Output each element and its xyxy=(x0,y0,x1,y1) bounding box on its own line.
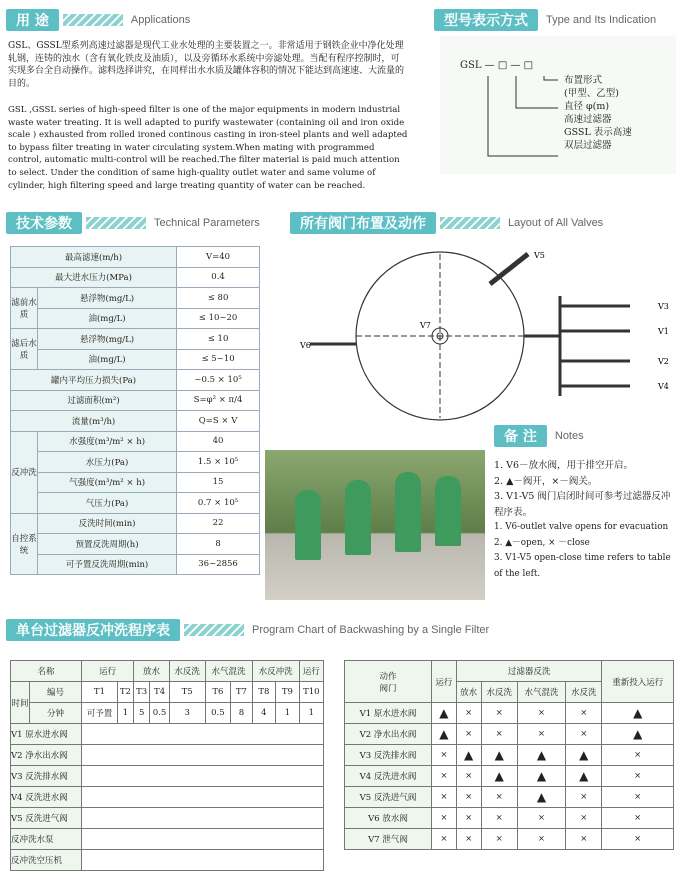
program-table xyxy=(10,660,324,871)
col-run: 运行 xyxy=(432,661,457,703)
header-stripe xyxy=(86,217,146,229)
model-label: GSSL 表示高速 xyxy=(564,127,632,138)
param-value: 0.4 xyxy=(177,267,260,288)
timeline-cell xyxy=(82,766,324,787)
param-name: 可予置反洗周期(min) xyxy=(38,554,177,575)
action-cell: × xyxy=(481,724,517,745)
phase-header: 运行 xyxy=(82,661,134,682)
applications-header xyxy=(6,10,190,30)
action-cell: × xyxy=(432,808,457,829)
action-cell: × xyxy=(566,724,602,745)
action-cell: × xyxy=(456,787,481,808)
header-stripe xyxy=(184,624,244,636)
col-restart: 重新投入运行 xyxy=(602,661,674,703)
code-cell: T9 xyxy=(276,682,300,703)
time-label: 时间 xyxy=(11,682,30,724)
model-labels xyxy=(564,74,632,152)
action-cell: × xyxy=(432,766,457,787)
note-item: 1. V6-outlet valve opens for evacuation xyxy=(494,522,669,532)
timeline-cell xyxy=(82,850,324,871)
param-name: 流量(m³/h) xyxy=(11,411,177,432)
model-label: 布置形式 xyxy=(564,75,603,86)
param-value: V=40 xyxy=(177,247,260,268)
minute-cell: 3 xyxy=(169,703,205,724)
param-value: 8 xyxy=(177,534,260,555)
tech-subtitle: Technical Parameters xyxy=(154,217,260,229)
minute-cell: 可予置 xyxy=(82,703,118,724)
action-cell: × xyxy=(456,703,481,724)
model-label: (甲型、乙型) xyxy=(564,88,619,99)
valve-header: 阀门 xyxy=(379,683,397,694)
param-name: 水压力(Pa) xyxy=(38,452,177,473)
valve-label: V2 净水出水阀 xyxy=(345,724,432,745)
tech-header xyxy=(6,213,260,233)
action-cell: × xyxy=(517,808,565,829)
action-cell: ▲ xyxy=(517,766,565,787)
notes-list xyxy=(494,458,679,582)
code-cell: T7 xyxy=(231,682,252,703)
minute-cell: 1 xyxy=(276,703,300,724)
minute-cell: 5 xyxy=(134,703,150,724)
action-table xyxy=(344,660,674,850)
action-cell: × xyxy=(602,829,674,850)
action-cell: ▲ xyxy=(602,724,674,745)
valves-subtitle: Layout of All Valves xyxy=(508,217,604,229)
valve-diagram xyxy=(290,236,680,426)
valve-label: V3 反洗排水阀 xyxy=(345,745,432,766)
param-group: 滤前水质 xyxy=(11,288,38,329)
phase-header: 名称 xyxy=(11,661,82,682)
minute-cell: 1 xyxy=(299,703,323,724)
applications-subtitle: Applications xyxy=(130,14,191,26)
model-subtitle: Type and Its Indication xyxy=(546,14,657,26)
action-cell: × xyxy=(566,829,602,850)
note-item: 2. ▲－open, × －close xyxy=(494,537,590,548)
sub-col: 水反洗 xyxy=(566,682,602,703)
timeline-cell xyxy=(82,724,324,745)
action-cell: × xyxy=(456,829,481,850)
param-name: 反洗时间(min) xyxy=(38,513,177,534)
action-cell: × xyxy=(517,703,565,724)
valve-row-label: 反冲洗空压机 xyxy=(11,850,82,871)
valve-row-label: V4 反洗进水阀 xyxy=(11,787,82,808)
param-value: 40 xyxy=(177,431,260,452)
valve-label: V3 xyxy=(658,302,669,311)
param-group: 自控系统 xyxy=(11,513,38,575)
minute-cell: 1 xyxy=(117,703,133,724)
model-box xyxy=(440,36,676,174)
param-name: 油(mg/L) xyxy=(38,349,177,370)
action-cell: × xyxy=(566,703,602,724)
param-value: 22 xyxy=(177,513,260,534)
code-cell: T6 xyxy=(205,682,231,703)
valve-label: V7 泄气阀 xyxy=(345,829,432,850)
param-group: 滤后水质 xyxy=(11,329,38,370)
action-cell: × xyxy=(602,787,674,808)
action-cell: × xyxy=(481,829,517,850)
action-cell: × xyxy=(481,808,517,829)
valve-label: V4 反洗进水阀 xyxy=(345,766,432,787)
timeline-cell xyxy=(82,829,324,850)
action-cell: × xyxy=(432,745,457,766)
code-label: 编号 xyxy=(30,682,82,703)
code-cell: T8 xyxy=(252,682,276,703)
action-cell: × xyxy=(566,808,602,829)
corner-header xyxy=(345,661,432,703)
model-label: 高速过滤器 xyxy=(564,114,612,125)
action-cell: × xyxy=(456,766,481,787)
program-subtitle: Program Chart of Backwashing by a Single Filter xyxy=(252,624,490,636)
param-name: 最高滤速(m/h) xyxy=(11,247,177,268)
phase-header: 水反冲洗 xyxy=(252,661,299,682)
notes-title: 备 注 xyxy=(494,425,547,447)
phase-header: 运行 xyxy=(299,661,323,682)
program-title: 单台过滤器反冲洗程序表 xyxy=(6,619,180,641)
code-cell: T10 xyxy=(299,682,323,703)
action-cell: × xyxy=(456,808,481,829)
param-value: 36~2856 xyxy=(177,554,260,575)
valve-label: V1 原水进水阀 xyxy=(345,703,432,724)
valve-row-label: V1 原水进水阀 xyxy=(11,724,82,745)
phase-header: 放水 xyxy=(134,661,170,682)
action-cell: × xyxy=(432,787,457,808)
valve-label: V7 xyxy=(420,321,431,330)
param-name: 过滤面积(m²) xyxy=(11,390,177,411)
tank-image xyxy=(345,480,371,555)
action-cell: ▲ xyxy=(481,745,517,766)
minute-cell: 8 xyxy=(231,703,252,724)
param-name: 悬浮物(mg/L) xyxy=(38,329,177,350)
valve-row-label: V2 净水出水阀 xyxy=(11,745,82,766)
tank-image xyxy=(395,472,421,552)
valve-label: V5 xyxy=(534,251,545,260)
model-lines xyxy=(440,36,676,174)
param-value: S=φ² × π/4 xyxy=(177,390,260,411)
minute-cell: 0.5 xyxy=(205,703,231,724)
minute-cell: 0.5 xyxy=(150,703,170,724)
param-value: ≤ 80 xyxy=(177,288,260,309)
param-name: 最大进水压力(MPa) xyxy=(11,267,177,288)
valve-label: V6 放水阀 xyxy=(345,808,432,829)
program-header xyxy=(6,620,489,640)
valves-header xyxy=(290,213,603,233)
action-header: 动作 xyxy=(379,671,397,682)
param-name: 水强度(m³/m² × h) xyxy=(38,431,177,452)
param-name: 气压力(Pa) xyxy=(38,493,177,514)
action-cell: × xyxy=(602,745,674,766)
valve-label: V4 xyxy=(658,382,669,391)
tech-table xyxy=(10,246,260,575)
notes-subtitle: Notes xyxy=(554,430,584,442)
action-cell: × xyxy=(602,808,674,829)
note-item: 2. ▲－阀开，×－阀关。 xyxy=(494,475,598,487)
tank-image xyxy=(295,490,321,560)
param-name: 油(mg/L) xyxy=(38,308,177,329)
timeline-cell xyxy=(82,787,324,808)
filter-photo xyxy=(265,450,485,600)
action-cell: ▲ xyxy=(432,703,457,724)
code-cell: T2 xyxy=(117,682,133,703)
action-cell: × xyxy=(432,829,457,850)
action-cell: × xyxy=(481,787,517,808)
model-label: 直径 φ(m) xyxy=(564,101,610,112)
note-item: 1. V6－放水阀，用于排空开启。 xyxy=(494,460,633,471)
valve-label: V2 xyxy=(658,357,669,366)
header-stripe xyxy=(63,14,123,26)
tank-image xyxy=(435,476,461,546)
action-cell: × xyxy=(517,724,565,745)
header-stripe xyxy=(440,217,500,229)
param-group: 反冲洗 xyxy=(11,431,38,513)
col-backwash: 过滤器反洗 xyxy=(456,661,602,682)
action-cell: ▲ xyxy=(456,745,481,766)
param-name: 罐内平均压力损失(Pa) xyxy=(11,370,177,391)
valve-row-label: 反冲洗水泵 xyxy=(11,829,82,850)
param-value: 0.7 × 10⁵ xyxy=(177,493,260,514)
tech-title: 技术参数 xyxy=(6,212,82,234)
action-cell: ▲ xyxy=(481,766,517,787)
action-cell: × xyxy=(481,703,517,724)
minute-label: 分钟 xyxy=(30,703,82,724)
sub-col: 水气混洗 xyxy=(517,682,565,703)
valve-row-label: V5 反洗进气阀 xyxy=(11,808,82,829)
param-value: ≤ 10 xyxy=(177,329,260,350)
applications-cn-text: GSL、GSSL型系列高速过滤器是现代工业水处理的主要装置之一。非常适用于钢铁企业中净化处理轧钢，连铸的浊水（含有氧化铁皮及油质），以及旁循环水系统中旁滤处理。当配有程序控制时，可实现多台全自动操作。滤料选择讲究，在同样出水水质及罐体容积的情况下能达到高速速、大流量的目的。 xyxy=(8,41,405,89)
param-name: 悬浮物(mg/L) xyxy=(38,288,177,309)
action-cell: ▲ xyxy=(602,703,674,724)
sub-col: 水反洗 xyxy=(481,682,517,703)
action-cell: ▲ xyxy=(517,787,565,808)
note-item: 3. V1-V5 open-close time refers to table of the left. xyxy=(494,553,671,579)
action-cell: ▲ xyxy=(566,766,602,787)
action-cell: × xyxy=(602,766,674,787)
model-title: 型号表示方式 xyxy=(434,9,538,31)
timeline-cell xyxy=(82,808,324,829)
valve-label: V6 xyxy=(300,341,311,350)
action-cell: ▲ xyxy=(566,745,602,766)
code-cell: T3 xyxy=(134,682,150,703)
code-cell: T5 xyxy=(169,682,205,703)
minute-cell: 4 xyxy=(252,703,276,724)
param-value: 15 xyxy=(177,472,260,493)
param-value: ~0.5 × 10⁵ xyxy=(177,370,260,391)
code-cell: T1 xyxy=(82,682,118,703)
timeline-cell xyxy=(82,745,324,766)
valve-label: V5 反洗进气阀 xyxy=(345,787,432,808)
applications-en-text: GSL ,GSSL series of high-speed filter is one of the major equipments in modern industrial waste water treating. It is well adapted to purify wastewater (containing oil and iron oxide scale ) exhausted from rolled ironed continous casting in iron-steel plants and well adapted to bypass filter treating in water circulating system.When mating with programmed control, automatic multi-control will be reached.The filter material is paid much attention to select. Under the condition of same high-quality outlet water and same volume of cylinder, high filtering speed and large treating quantity of water can be reached. xyxy=(8,105,408,191)
applications-title: 用 途 xyxy=(6,9,59,31)
action-cell: × xyxy=(456,724,481,745)
action-cell: ▲ xyxy=(517,745,565,766)
param-name: 气强度(m³/m² × h) xyxy=(38,472,177,493)
sub-col: 放水 xyxy=(456,682,481,703)
action-cell: × xyxy=(566,787,602,808)
valve-label: V1 xyxy=(658,327,669,336)
action-cell: × xyxy=(517,829,565,850)
param-value: ≤ 10~20 xyxy=(177,308,260,329)
param-value: Q=S × V xyxy=(177,411,260,432)
note-item: 3. V1-V5 阀门启闭时间可参考过滤器反冲程序表。 xyxy=(494,491,671,518)
param-name: 预置反洗周期(h) xyxy=(38,534,177,555)
notes-header xyxy=(494,426,584,446)
phase-header: 水反洗 xyxy=(169,661,205,682)
valve-row-label: V3 反洗排水阀 xyxy=(11,766,82,787)
valves-title: 所有阀门布置及动作 xyxy=(290,212,436,234)
action-cell: ▲ xyxy=(432,724,457,745)
phase-header: 水气混洗 xyxy=(205,661,252,682)
model-code: GSL — □ — □ xyxy=(460,60,534,71)
model-header xyxy=(434,10,656,30)
param-value: ≤ 5~10 xyxy=(177,349,260,370)
code-cell: T4 xyxy=(150,682,170,703)
param-value: 1.5 × 10⁵ xyxy=(177,452,260,473)
model-label: 双层过滤器 xyxy=(564,140,612,151)
